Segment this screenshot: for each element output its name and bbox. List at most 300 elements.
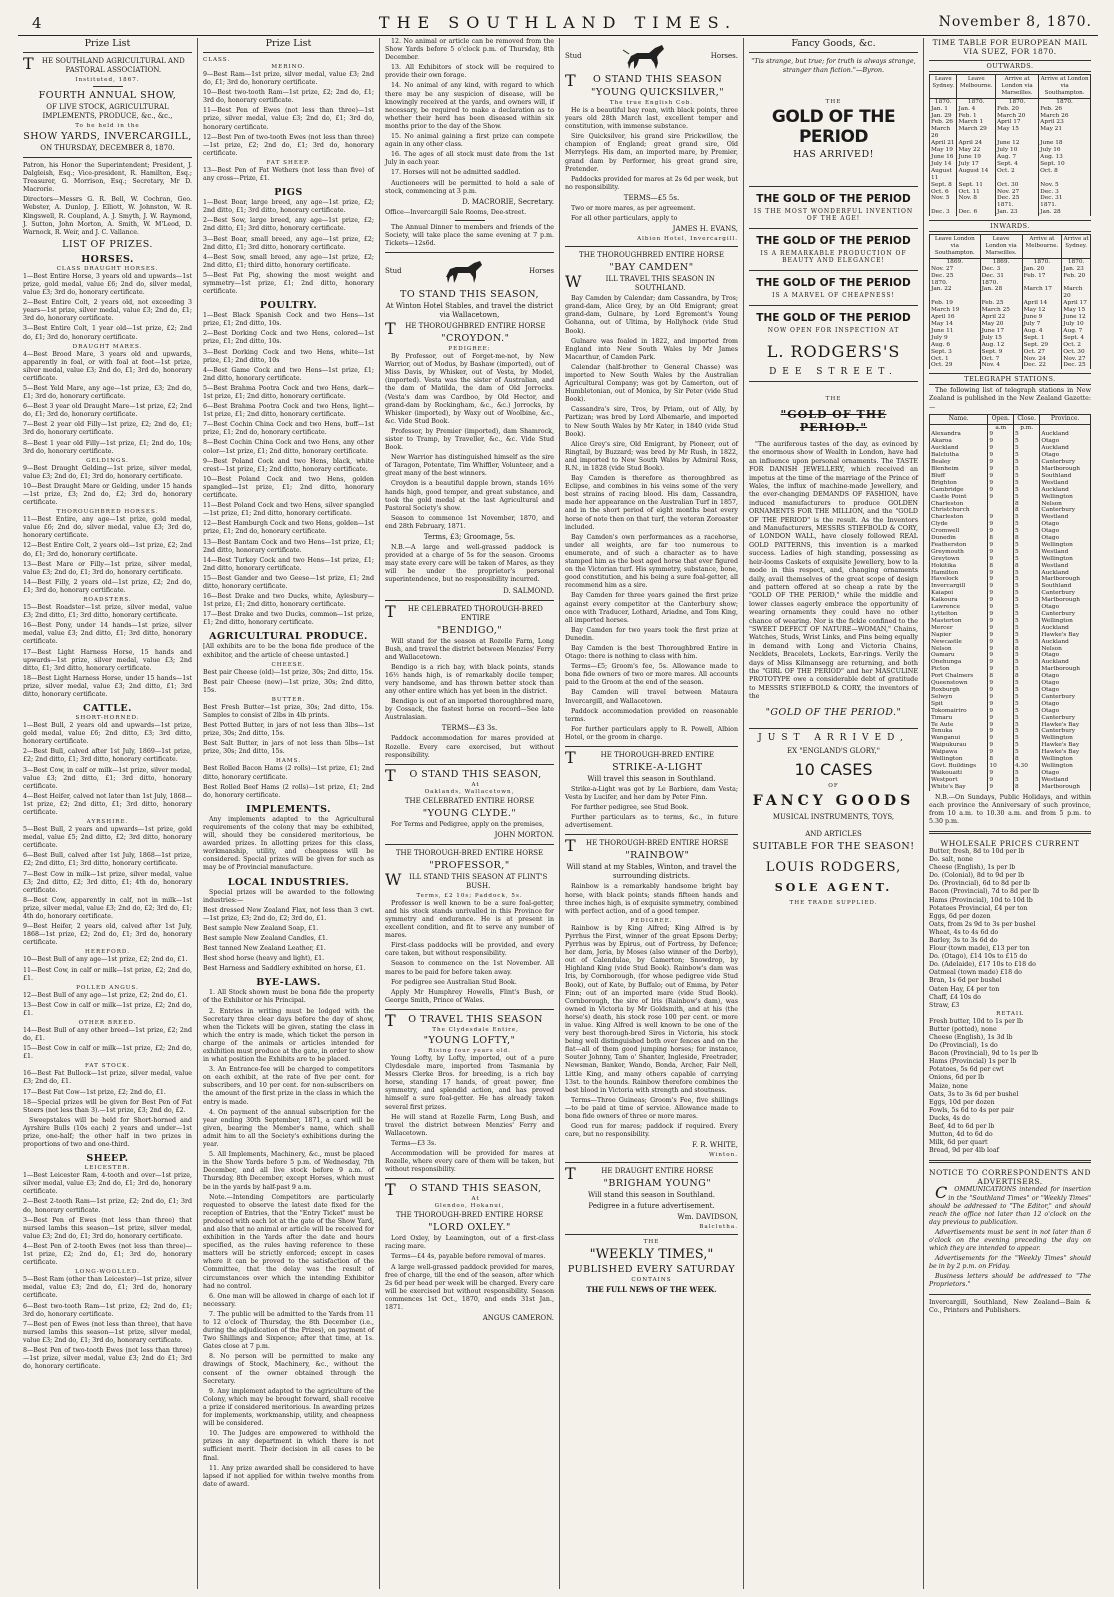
horse-name: "YOUNG CLYDE." <box>422 807 517 819</box>
table-cell: Tenuka <box>930 728 988 735</box>
table-row <box>930 452 1091 459</box>
table-cell: Kaiapoi <box>930 590 988 597</box>
outwards-table <box>929 74 1091 216</box>
list-item: 7—Best Cow in milk—1st prize, silver medal, value £3; 2nd ditto, £2; 3rd ditto, £1; 4th do, honorary certificate. <box>23 870 192 894</box>
pedigree-label: PEDIGREE. <box>630 917 673 924</box>
table-cell: Hawke's Bay <box>1040 749 1091 756</box>
column-header: Close. <box>1014 414 1040 424</box>
ad-title: THE THOROUGH-BRED ENTIRE <box>565 748 714 767</box>
table-cell: Dec. 3 <box>1039 189 1091 196</box>
list-item: Auctioneers will be permitted to hold a sale of stock, commencing at 3 p.m. <box>385 179 554 195</box>
table-cell: 5 <box>1014 618 1040 625</box>
signature: ANGUS CAMERON. <box>482 1314 554 1323</box>
table-cell: Canterbury <box>1040 715 1091 722</box>
table-cell: 8 <box>988 673 1014 680</box>
horse-name: "CROYDON." <box>441 333 510 345</box>
table-cell <box>930 424 988 431</box>
table-row <box>930 98 1091 105</box>
table-cell: Hokitika <box>930 563 988 570</box>
list-item: 1. All Stock shown must be bona fide the property of the Exhibitor or his Principal. <box>203 989 374 1005</box>
list-item: 3—Best Cow, in calf or milk—1st prize, silver medal, value £3; 2nd ditto, £1; 3rd ditto, honorary certificate. <box>23 766 192 790</box>
table-cell: Marlborough <box>1040 597 1091 604</box>
inwards-label: INWARDS. <box>929 220 1091 232</box>
table-cell: Nov. 27 <box>930 266 981 273</box>
table-cell: Nov. 4 <box>980 362 1022 369</box>
list-item: 3—Best Pen of Ewes (not less than three) that nursed lambs this season—1st prize, silver medal, value £3; 2nd do, £1; 3rd do, honorary certificate. <box>23 1216 192 1240</box>
list-item: Cheese (English), 1s 3d lb <box>929 1034 1013 1041</box>
table-row <box>930 632 1091 639</box>
list-item: 12—Best Pen of two-tooth Ewes (not less than three)—1st prize, £2; 2nd do, £1; 3rd do, honorary certificate. <box>203 133 374 157</box>
table-cell: Waipukurau <box>930 742 988 749</box>
horse-name: "BRIGHAM YOUNG" <box>603 1178 712 1190</box>
table-cell: Canterbury <box>1040 459 1091 466</box>
table-cell: 9 <box>988 611 1014 618</box>
table-cell: Castle Point <box>930 494 988 501</box>
table-cell: 5 <box>1014 487 1040 494</box>
divider <box>749 186 918 187</box>
list-item: 7—Best 2 year old Filly—1st prize, £2; 2nd do, £1; 3rd do, honorary certificate. <box>23 421 192 437</box>
table-cell: Canterbury <box>1040 590 1091 597</box>
ayrshire-list <box>23 826 192 947</box>
ad-text: Bay Camden for two years took the first prize at Dunedin. <box>565 626 738 642</box>
louis-rodgers: LOUIS RODGERS, <box>765 859 902 875</box>
ad-head: TO STAND THIS SEASON, <box>399 289 539 301</box>
table-cell: Selwyn <box>930 694 988 701</box>
table-cell: Auckland <box>1040 570 1091 577</box>
table-cell: July 15 <box>980 335 1022 342</box>
table-cell: White's Bay <box>930 784 988 791</box>
table-row <box>930 604 1091 611</box>
table-cell: 8 <box>1014 507 1040 514</box>
section-horses: HORSES. <box>81 253 134 265</box>
ad-subtitle: Will travel this season in Southland. <box>587 775 716 783</box>
list-item: Onions, 6d per lb <box>929 1074 985 1082</box>
table-cell: Wellington <box>1040 756 1091 763</box>
table-cell: Oct. 1 <box>930 356 981 363</box>
list-item: Butter (potted), none <box>929 1025 997 1033</box>
table-cell: 9 <box>988 528 1014 535</box>
table-cell: Dec. 25 <box>996 195 1039 202</box>
telegraph-note: N.B.—On Sundays, Public Holidays, and within each province the Anniversary of such province, from 10 a.m. to 10.30 a.m. and from 5 p.m. to 5.30 p.m. <box>929 793 1091 825</box>
table-cell: 9 <box>988 452 1014 459</box>
divider <box>93 86 123 87</box>
weekly-the: THE <box>643 1239 660 1246</box>
table-row <box>930 528 1091 535</box>
divider <box>565 246 738 247</box>
mares-list <box>23 351 192 456</box>
list-item: Bacon (Provincial), 9d to 1s per lb <box>929 1050 1039 1058</box>
table-row <box>930 673 1091 680</box>
section-cattle: CATTLE. <box>83 703 132 715</box>
table-row <box>930 342 1091 349</box>
table-row <box>930 307 1091 314</box>
table-cell: Feb. 1 <box>957 113 996 120</box>
newspaper-title: THE SOUTHLAND TIMES. <box>378 13 738 32</box>
list-item: Best Potted Butter, in jars of not less than 3lbs—1st prize, 30s; 2nd ditto, 15s. <box>203 722 374 738</box>
list-item: 15. No animal gaining a first prize can compete again in any other class. <box>385 133 554 149</box>
bylaws-cont-list <box>385 38 554 196</box>
table-cell: March 29 <box>957 126 996 140</box>
ad-title: THE THOROUGHBRED ENTIRE HORSE <box>579 251 724 260</box>
table-cell: 9 <box>988 494 1014 501</box>
ad-location: Oaklands, Wallacetown, <box>424 788 515 795</box>
table-body <box>930 424 1091 791</box>
list-item: 3. An Entrance-fee will be charged to competitors on each exhibit, at the rate of five per cent. for subscribers, and 10 per cent. for non-subscribers on the amount of the first prize in the class in which the entry is made. <box>203 1066 374 1106</box>
divider <box>385 844 554 845</box>
table-cell: 9 <box>988 639 1014 646</box>
table-cell: June 17 <box>980 328 1022 335</box>
sole-agent: SOLE AGENT. <box>774 880 893 894</box>
table-cell: 9 <box>988 784 1014 791</box>
list-item: 8—Best 1 year old Filly—1st prize, £1; 2nd do, 10s; 3rd do, honorary certificate. <box>23 439 192 455</box>
table-row <box>930 646 1091 653</box>
table-row <box>930 202 1091 209</box>
table-cell: Waikouaiti <box>930 770 988 777</box>
trade-supplied: THE TRADE SUPPLIED. <box>789 899 878 906</box>
list-item: Oaten Hay, £4 per ton <box>929 985 1000 993</box>
divider <box>749 270 918 271</box>
table-cell: 9 <box>988 549 1014 556</box>
table-row <box>930 639 1091 646</box>
gold-slogan: IS THE MOST WONDERFUL INVENTION OF THE AGE! <box>753 208 914 222</box>
list-item: 4—Best Heifer, calved not later than 1st July, 1868—1st prize, £2; 2nd ditto, £1; 3rd ditto, honorary certificate. <box>23 792 192 816</box>
ad-terms: Terms, £3; Groomage, 5s. <box>423 533 516 542</box>
table-row <box>930 424 1091 431</box>
table-body <box>930 258 1091 369</box>
table-cell: 8 <box>1014 756 1040 763</box>
ad-text: Cassandra's sire, Tros, by Priam, out of Ally, by Partizan; was bred by Lord Albemarle, and imported to New South Wales by Mr Kater, in 1840 (vide Stud Book). <box>565 406 738 438</box>
venue: SHOW YARDS, INVERCARGILL, <box>23 131 192 142</box>
table-row <box>930 715 1091 722</box>
table-cell: Aug. 7 <box>1062 328 1091 335</box>
list-item: Hams (Provincial) 1s per lb <box>929 1058 1017 1066</box>
table-cell: Dec. 6 <box>957 209 996 216</box>
table-cell: Wellington <box>930 756 988 763</box>
ad-text: Rainbow is by King Alfred; King Alfred is by Pyrrhus the First, winner of the great Epsom Derby; Pyrrhus was by Epirus, out of Fortress, by Defence; her dam, Jeria, by Moses (also winner of the Derby), out of Calendulae, by Camerton; Snowdrop, by Highland King (vide Stud Book). Rainbow's dam was Iris, by Cornborough, (for whose pedigree vide Stud Book), out of Kate, by Buffalo; out of Emma, by Peter Finn; out of an imported mare (vide Stud Book). Cornborough, the sire of Iris (Rainbow's dam), was owned in Victoria by Mr Goldsmith, and at his (the horse's) death, his stock rose 100 per cent. or more in value. King Alfred is well known to be one of the very best thorough-bred Sires in Victoria, his stock being well distinguished both over fences and on the flat—all of them good jumping horses; for instance, Souter Johnny, Tam o' Shanter, Ingleside, Freetrader, Newsman, Banker, Wando, Bonda, Archer, Fair Nell, Little King, and many others capable of carrying 13st. to the hounds. Rainbow therefore combines the best blood in Victoria with strength and stoutness. <box>565 924 738 1094</box>
notice-title: NOTICE TO CORRESPONDENTS AND ADVERTISERS. <box>929 1168 1091 1187</box>
table-cell: Timaru <box>930 715 988 722</box>
table-cell: 9 <box>988 487 1014 494</box>
table-cell <box>930 202 957 209</box>
table-cell: 9 <box>988 473 1014 480</box>
table-cell: 9 <box>988 618 1014 625</box>
list-item: Best pair Cheese (new)—1st prize, 30s; 2nd ditto, 15s. <box>203 678 374 694</box>
subsection: GELDINGS. <box>86 457 129 464</box>
table-cell: May 22 <box>957 147 996 154</box>
ad-text: Paddock accommodation for mares provided at Rozelle. Every care exercised, but without responsibility. <box>385 735 554 759</box>
gold-gothic-title: "GOLD OF THE PERIOD." <box>780 408 887 434</box>
list-item: 18—Special prizes will be given for Best Pen of Fat Steers (not less than 3).—1st prize, £3; 2nd do, £2. <box>23 1098 192 1114</box>
table-cell: Bealey <box>930 459 988 466</box>
ad-title: THE THOROUGHBRED ENTIRE HORSE <box>385 319 546 339</box>
local-intro: Special prizes will be awarded to the following industries:— <box>203 888 374 904</box>
table-cell: 5 <box>1014 777 1040 784</box>
column-prize-list-1 <box>18 38 198 1589</box>
table-cell: 9 <box>988 542 1014 549</box>
list-item: Potatoes Provincial, £4 per ton <box>929 904 1028 912</box>
table-cell: 8 <box>988 756 1014 763</box>
signature: F. R. WHITE, <box>691 1141 738 1150</box>
table-row <box>930 335 1091 342</box>
table-cell: Nov. 27 <box>1062 356 1091 363</box>
address: Balclutha. <box>699 1224 738 1231</box>
table-cell: Wellington <box>1040 618 1091 625</box>
ad-text: For further pedigree, see Stud Book. <box>571 804 689 812</box>
list-item: Fowls, 5s 6d to 4s per pair <box>929 1106 1014 1114</box>
horse-name: "YOUNG LOFTY," <box>423 1034 516 1046</box>
table-cell: Otago <box>1040 528 1091 535</box>
table-cell: Auckland <box>1040 625 1091 632</box>
table-cell: 5 <box>1014 583 1040 590</box>
table-row <box>930 438 1091 445</box>
list-item: 8—Best Pen of two-tooth Ewes (not less than three)—1st prize, silver medal, value £3; 2nd do £1; 3rd do, honorary certificate. <box>23 1346 192 1371</box>
table-row <box>930 480 1091 487</box>
table-header-row <box>930 235 1091 259</box>
table-cell: Hawke's Bay <box>1040 722 1091 729</box>
list-item: 6—Best Brahma Pootra Cock and two Hens, light—1st prize, £1; 2nd ditto, honorary certificate. <box>203 403 374 419</box>
list-item: 3—Best Boar, small breed, any age—1st prize, £2; 2nd ditto, £1; 3rd ditto, honorary certificate. <box>203 235 374 251</box>
ad-title: THE THOROUGH-BRED ENTIRE HORSE <box>395 848 544 857</box>
table-cell: Aug. 12 <box>980 342 1022 349</box>
table-cell: Jan. 23 <box>996 209 1039 216</box>
table-row <box>930 728 1091 735</box>
subsection: LEICESTER. <box>84 1165 131 1172</box>
column-header: Arrive at Sydney. <box>1062 235 1091 259</box>
table-cell: Picton <box>930 666 988 673</box>
table-cell: 1870. <box>957 98 996 105</box>
fat-list <box>23 1070 192 1114</box>
table-cell: Oct. 30 <box>1062 349 1091 356</box>
list-item: 12—Best Hamburgh Cock and two Hens, golden—1st prize, £1; 2nd do, honorary certificate. <box>203 520 374 536</box>
bylaws-list <box>203 989 374 1489</box>
list-item: Do. salt, none <box>929 856 973 864</box>
list-item: Do. (Provincial), 6d to 8d per lb <box>929 880 1030 888</box>
table-cell: June 12 <box>996 140 1039 147</box>
list-item: Cheese (English), 1s per lb <box>929 864 1016 872</box>
table-cell: Oct. 7 <box>980 356 1022 363</box>
table-row <box>930 168 1091 182</box>
hams-list <box>203 765 374 799</box>
table-cell: 5 <box>1014 570 1040 577</box>
list-item: 12. No animal or article can be removed from the Show Yards before 5 o'clock p.m. of Thursday, 8th December. <box>385 38 554 62</box>
sweepstakes: Sweepstakes will be held for Short-horned and Ayrshire Bulls (10s each) 2 years and under—1st prize, one-half; the other half in two prizes in proportions of two and one-third. <box>23 1116 192 1149</box>
ad-text: Accommodation will be provided for mares at Rozelle, where every care of them will be taken, but without responsibility. <box>385 1149 554 1174</box>
table-row <box>930 494 1091 501</box>
table-cell: Invercargill <box>930 583 988 590</box>
table-row <box>930 189 1091 196</box>
table-cell: 1870. <box>1039 98 1091 105</box>
subsection: MERINO. <box>271 64 306 70</box>
table-row <box>930 356 1091 363</box>
subsection: ROADSTERS. <box>83 597 132 604</box>
list-item: Best sample New Zealand Candles, £1. <box>203 934 328 942</box>
table-cell: Tokomairiro <box>930 708 988 715</box>
table-cell: Jan. 28 <box>980 286 1022 300</box>
table-cell: 5 <box>1014 556 1040 563</box>
table-cell: 9 <box>988 728 1014 735</box>
table-cell: Jan. 23 <box>1062 266 1091 273</box>
list-item: Fresh butter, 10d to 1s per lb <box>929 1017 1024 1025</box>
table-cell: Aug. 4 <box>1022 328 1062 335</box>
table-cell: May 21 <box>1039 126 1091 140</box>
list-item: Do (Provincial), 1s do <box>929 1042 998 1050</box>
polled-list <box>23 992 192 1018</box>
columns <box>18 38 1098 1589</box>
table-cell: Canterbury <box>1040 694 1091 701</box>
table-cell: 5 <box>1014 666 1040 673</box>
table-cell: 9 <box>988 445 1014 452</box>
divider <box>455 220 485 221</box>
weekly-times-title: "WEEKLY TIMES," <box>589 1247 714 1263</box>
table-cell: Wellington <box>1040 494 1091 501</box>
table-cell: 5 <box>1014 715 1040 722</box>
table-cell <box>988 507 1014 514</box>
ad-text: Professor, by Premier (imported), dam Shamrock, sister to Tramp, by Traveller, &c., &c. Vide Stud Book. <box>385 427 554 452</box>
table-cell: Jan. 29 <box>930 113 957 120</box>
ad-terms: Terms—Three Guineas; Groom's Fee, five shillings—to be paid at time of service. Allowance made to bona fide owners of three or more mares. <box>565 1096 738 1120</box>
table-cell: 10 <box>988 763 1014 770</box>
table-cell: Otago <box>1040 701 1091 708</box>
table-cell: Nov. 8 <box>957 195 996 202</box>
list-item: Best Salt Butter, in jars of not less than 5lbs—1st prize, 30s; 2nd ditto, 15s. <box>203 740 374 756</box>
table-cell: 5 <box>1014 742 1040 749</box>
table-row <box>930 666 1091 673</box>
table-cell: Christchurch <box>930 507 988 514</box>
table-cell: Westport <box>930 777 988 784</box>
column-header: Name. <box>930 414 988 424</box>
table-cell: Auckland <box>1040 659 1091 666</box>
list-item: Bran, 1s 6d per bushel <box>929 977 1002 985</box>
list-item: 10—Best two-tooth Ram—1st prize, £2; 2nd do, £1; 3rd do, honorary certificate. <box>203 89 374 105</box>
list-item: Butter, fresh, 8d to 10d per lb <box>929 847 1025 855</box>
table-cell: April 17 <box>1062 300 1091 307</box>
ad-text: Pedigree in a future advertisement. <box>588 1202 715 1211</box>
table-cell: Govt. Buildings <box>930 763 988 770</box>
table-cell: March 26 <box>1039 113 1091 120</box>
section-agricultural: AGRICULTURAL PRODUCE. <box>209 631 368 643</box>
subsection: CHEESE. <box>271 661 306 668</box>
divider <box>929 831 1091 834</box>
subsection: HEREFORD. <box>85 949 130 956</box>
list-item: Best Rolled Beef Hams (2 rolls)—1st prize, £1; 2nd do, honorary certificate. <box>203 783 374 799</box>
table-cell: Newcastle <box>930 639 988 646</box>
roadsters-list <box>23 604 192 699</box>
table-cell: Westland <box>1040 777 1091 784</box>
table-cell: March 20 <box>996 113 1039 120</box>
table-cell: Otago <box>1040 770 1091 777</box>
section-poultry: POULTRY. <box>259 300 318 312</box>
longwool-list <box>23 1276 192 1371</box>
list-item: 1—Best Boar, large breed, any age—1st prize, £2; 2nd ditto, £1; 3rd ditto, honorary certificate. <box>203 199 374 215</box>
table-cell: Aug. 13 <box>1039 154 1091 161</box>
ad-title: THE CELEBRATED THOROUGH-BRED ENTIRE <box>385 601 543 622</box>
list-item: Best Rolled Bacon Hams (2 rolls)—1st prize, £1; 2nd ditto, honorary certificate. <box>203 765 374 781</box>
table-row <box>930 154 1091 161</box>
list-item: 14. No animal of any kind, with regard to which there may be any suspicion of disease, will be knowingly received at the yards, and owners will, if necessary, be required to make a declaration as to whether their herd has been diseased within six months prior to the day of the Show. <box>385 82 554 130</box>
table-cell: Oct. 27 <box>1022 349 1062 356</box>
table-cell: Feb. 20 <box>1062 273 1091 280</box>
table-cell: 5 <box>1014 431 1040 438</box>
table-cell: Cambridge <box>930 487 988 494</box>
table-cell: Nelson <box>1040 501 1091 508</box>
column-stud-horses-1 <box>380 38 560 1589</box>
signature: D. SALMOND. <box>503 586 554 595</box>
just-arrived: JUST ARRIVED, <box>758 732 909 743</box>
table-cell: Sept. 1 <box>1022 335 1062 342</box>
table-cell: Marlborough <box>1040 784 1091 791</box>
table-cell: 9 <box>988 666 1014 673</box>
ad-text: Bay Camden is the best Thoroughbred Entire in Otago: there is nothing to class with him. <box>565 644 738 661</box>
list-item: 1—Best Black Spanish Cock and two Hens—1st prize, £1; 2nd ditto, 10s. <box>203 312 374 328</box>
list-item: 2—Best 2-tooth Ram—1st prize, £2; 2nd do, £1; 3rd do, honorary certificate. <box>23 1198 192 1214</box>
column-header: Leave Sydney. <box>930 75 957 99</box>
inwards-table <box>929 234 1091 369</box>
masthead <box>18 10 1098 36</box>
table-cell: Canterbury <box>1040 611 1091 618</box>
show-title: FOURTH ANNUAL SHOW, <box>38 90 177 101</box>
table-cell: Otago <box>1040 673 1091 680</box>
table-row <box>930 514 1091 521</box>
class-label: CLASS. <box>203 57 231 63</box>
table-cell <box>1062 280 1091 287</box>
list-item: 5—Best Ram (other than Leicester)—1st prize, silver medal, value £3; 2nd do, £1; 3rd do, honorary certificate. <box>23 1276 192 1300</box>
table-cell: 9 <box>988 701 1014 708</box>
table-cell: June 18 <box>1039 140 1091 147</box>
list-item: 11—Best Entire, any age—1st prize, gold medal, value £6; 2nd do, silver medal, value £3; 3rd do, honorary certificate. <box>23 516 192 540</box>
ad-text: Bay Camden for three years gained the first prize against every competitor at the Canterbury show; once with Traducer, Lothard, Ariadne, and Tom King, all imported horses. <box>565 592 738 624</box>
list-item: Oats, from 2s 9d to 3s per bushel <box>929 920 1036 928</box>
table-cell: Wellington <box>1040 735 1091 742</box>
table-row <box>930 708 1091 715</box>
list-item: 10. The Judges are empowered to withhold the prizes in any department in which there is not sufficient merit. Their decision in all cases to be final. <box>203 1430 374 1462</box>
table-cell: 9 <box>988 514 1014 521</box>
table-cell: March 1 <box>957 119 996 126</box>
list-item: 3—Best Dorking Cock and two Hens, white—1st prize, £1; 2nd ditto, 10s <box>203 348 374 364</box>
table-cell: Feb. 26 <box>930 119 957 126</box>
table-cell: 5 <box>1014 735 1040 742</box>
table-cell: Canterbury <box>1040 728 1091 735</box>
directors: Directors—Messrs G. R. Bell, W. Cochran, Geo. Webster, A. Dunlop, J. Elliott, W. Johnston, W. R. Kingswell, R. Coupland, A. J. Smyth, J. W. Raymond, J. Sutton, John Morton, A. Smith, W. M'Leod, D. Warnock, R. Weir, and J. C. Vallance. <box>23 196 192 236</box>
table-cell: 8 <box>1014 673 1040 680</box>
table-row <box>930 611 1091 618</box>
list-item: 17—Best Drake and two Ducks, common—1st prize, £1; 2nd ditto, honorary certificate. <box>203 611 374 627</box>
column-prize-list-2 <box>198 38 380 1589</box>
table-cell: Jan. 22 <box>930 286 981 300</box>
column-fancy-goods <box>744 38 924 1589</box>
table-cell: Lyttelton <box>930 611 988 618</box>
table-cell: Aug. 7 <box>996 154 1039 161</box>
signature: JAMES H. EVANS, <box>672 225 738 234</box>
has-arrived: HAS ARRIVED! <box>793 149 874 160</box>
table-cell <box>1040 424 1091 431</box>
table-row <box>930 473 1091 480</box>
list-item: 13. All Exhibitors of stock will be required to provide their own forage. <box>385 64 554 80</box>
list-item: 4—Best Sow, small breed, any age—1st prize, £2; 2nd ditto, £1; third ditto, honorary certificate. <box>203 253 374 269</box>
table-cell: Oct. 11 <box>957 189 996 196</box>
section-bylaws: BYE-LAWS. <box>256 977 321 989</box>
subsection: HAMS. <box>275 758 302 765</box>
table-cell: Hamilton <box>930 570 988 577</box>
musical-instruments: MUSICAL INSTRUMENTS, TOYS, <box>772 812 895 821</box>
table-cell: April 14 <box>1022 300 1062 307</box>
list-item: 4. On payment of the annual subscription for the year ending 30th September, 1871, a card will be given, bearing the Member's name, which shall admit him to all the Society's exhibitions during the year. <box>203 1108 374 1149</box>
outwards-label: OUTWARDS. <box>929 60 1091 72</box>
stud-label: Stud <box>565 52 582 60</box>
table-cell: Nov. 24 <box>1022 356 1062 363</box>
table-cell: March 25 <box>980 307 1022 314</box>
divider <box>565 834 738 835</box>
ad-subtitle: WILL TRAVEL THIS SEASON IN SOUTHLAND. <box>565 272 715 293</box>
